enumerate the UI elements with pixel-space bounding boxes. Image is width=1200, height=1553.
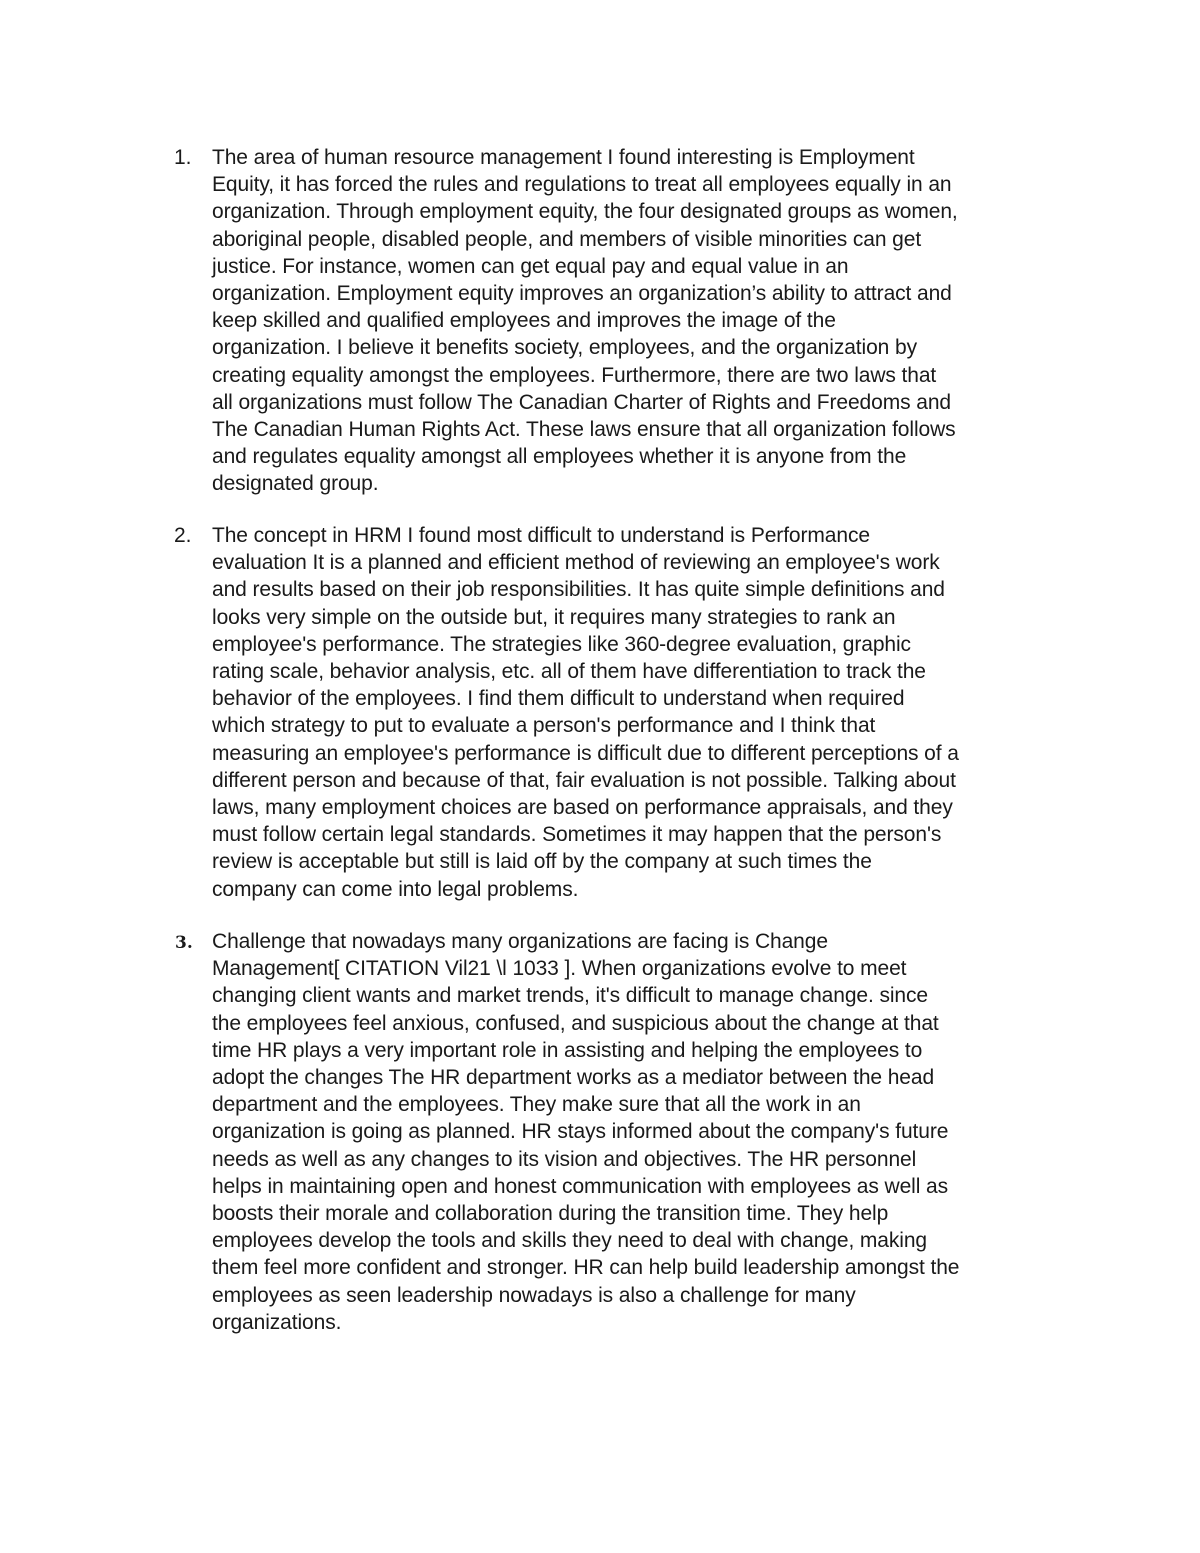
text-line: The area of human resource management I found interesting is Employment xyxy=(212,146,915,169)
text-line: department and the employees. They make sure that all the work in an xyxy=(212,1093,861,1117)
list-number-1: 1. xyxy=(174,146,192,169)
list-item-1-text xyxy=(212,144,1112,498)
list-number-2: 2. xyxy=(174,524,192,547)
text-line: all organizations must follow The Canadian Charter of Rights and Freedoms and xyxy=(212,390,951,414)
text-line: time HR plays a very important role in assisting and helping the employees to xyxy=(212,1038,923,1062)
text-line: behavior of the employees. I find them difficult to understand when required xyxy=(212,687,905,711)
text-line: different person and because of that, fair evaluation is not possible. Talking about xyxy=(212,768,956,792)
text-line: boosts their morale and collaboration during the transition time. They help xyxy=(212,1202,889,1226)
text-line: must follow certain legal standards. Sometimes it may happen that the person's xyxy=(212,823,942,847)
text-line: organization. I believe it benefits society, employees, and the organization by xyxy=(212,336,917,360)
text-line: designated group. xyxy=(212,472,379,496)
text-line: review is acceptable but still is laid off by the company at such times the xyxy=(212,850,872,874)
text-line: organization is going as planned. HR stays informed about the company's future xyxy=(212,1120,949,1144)
text-line: looks very simple on the outside but, it requires many strategies to rank an xyxy=(212,605,896,629)
text-line: rating scale, behavior analysis, etc. all of them have differentiation to track the xyxy=(212,660,926,684)
text-line: needs as well as any changes to its vision and objectives. The HR personnel xyxy=(212,1147,917,1171)
text-line: creating equality amongst the employees. Furthermore, there are two laws that xyxy=(212,363,937,387)
text-line: The concept in HRM I found most difficult to understand is Performance xyxy=(212,524,870,547)
text-line: employees as seen leadership nowadays is also a challenge for many xyxy=(212,1283,856,1307)
text-line: helps in maintaining open and honest communication with employees as well as xyxy=(212,1174,948,1198)
text-line: employees develop the tools and skills they need to deal with change, making xyxy=(212,1229,928,1253)
text-line: keep skilled and qualified employees and improves the image of the xyxy=(212,309,836,333)
text-line: and regulates equality amongst all employees whether it is anyone from the xyxy=(212,445,907,469)
text-line: them feel more confident and stronger. HR can help build leadership amongst the xyxy=(212,1256,960,1280)
text-line: evaluation It is a planned and efficient method of reviewing an employee's work xyxy=(212,551,940,575)
text-line: employee's performance. The strategies like 360-degree evaluation, graphic xyxy=(212,632,911,656)
list-item-2-text xyxy=(212,522,1112,903)
text-line: which strategy to put to evaluate a person's performance and I think that xyxy=(212,714,876,738)
text-line: organization. Employment equity improves an organization’s ability to attract and xyxy=(212,282,952,306)
text-line: the employees feel anxious, confused, and suspicious about the change at that xyxy=(212,1011,939,1035)
text-line: organizations. xyxy=(212,1310,342,1334)
text-line: adopt the changes The HR department works as a mediator between the head xyxy=(212,1066,935,1090)
text-line: justice. For instance, women can get equal pay and equal value in an xyxy=(212,254,849,278)
text-line: measuring an employee's performance is difficult due to different perceptions of a xyxy=(212,741,959,765)
text-line: aboriginal people, disabled people, and members of visible minorities can get xyxy=(212,227,922,251)
text-line: Challenge that nowadays many organizations are facing is Change xyxy=(212,930,828,953)
text-line: The Canadian Human Rights Act. These laws ensure that all organization follows xyxy=(212,418,956,442)
text-line: Management[ CITATION Vil21 \l 1033 ]. When organizations evolve to meet xyxy=(212,957,907,981)
text-line: changing client wants and market trends, it's difficult to manage change. since xyxy=(212,984,928,1008)
text-line: organization. Through employment equity, the four designated groups as women, xyxy=(212,200,958,224)
text-line: laws, many employment choices are based on performance appraisals, and they xyxy=(212,796,953,820)
list-number-3: 3. xyxy=(175,933,193,953)
text-line: and results based on their job responsibilities. It has quite simple definitions and xyxy=(212,578,945,602)
text-line: company can come into legal problems. xyxy=(212,877,579,901)
text-line: Equity, it has forced the rules and regulations to treat all employees equally in an xyxy=(212,173,952,197)
list-item-3-text xyxy=(212,928,1112,1336)
